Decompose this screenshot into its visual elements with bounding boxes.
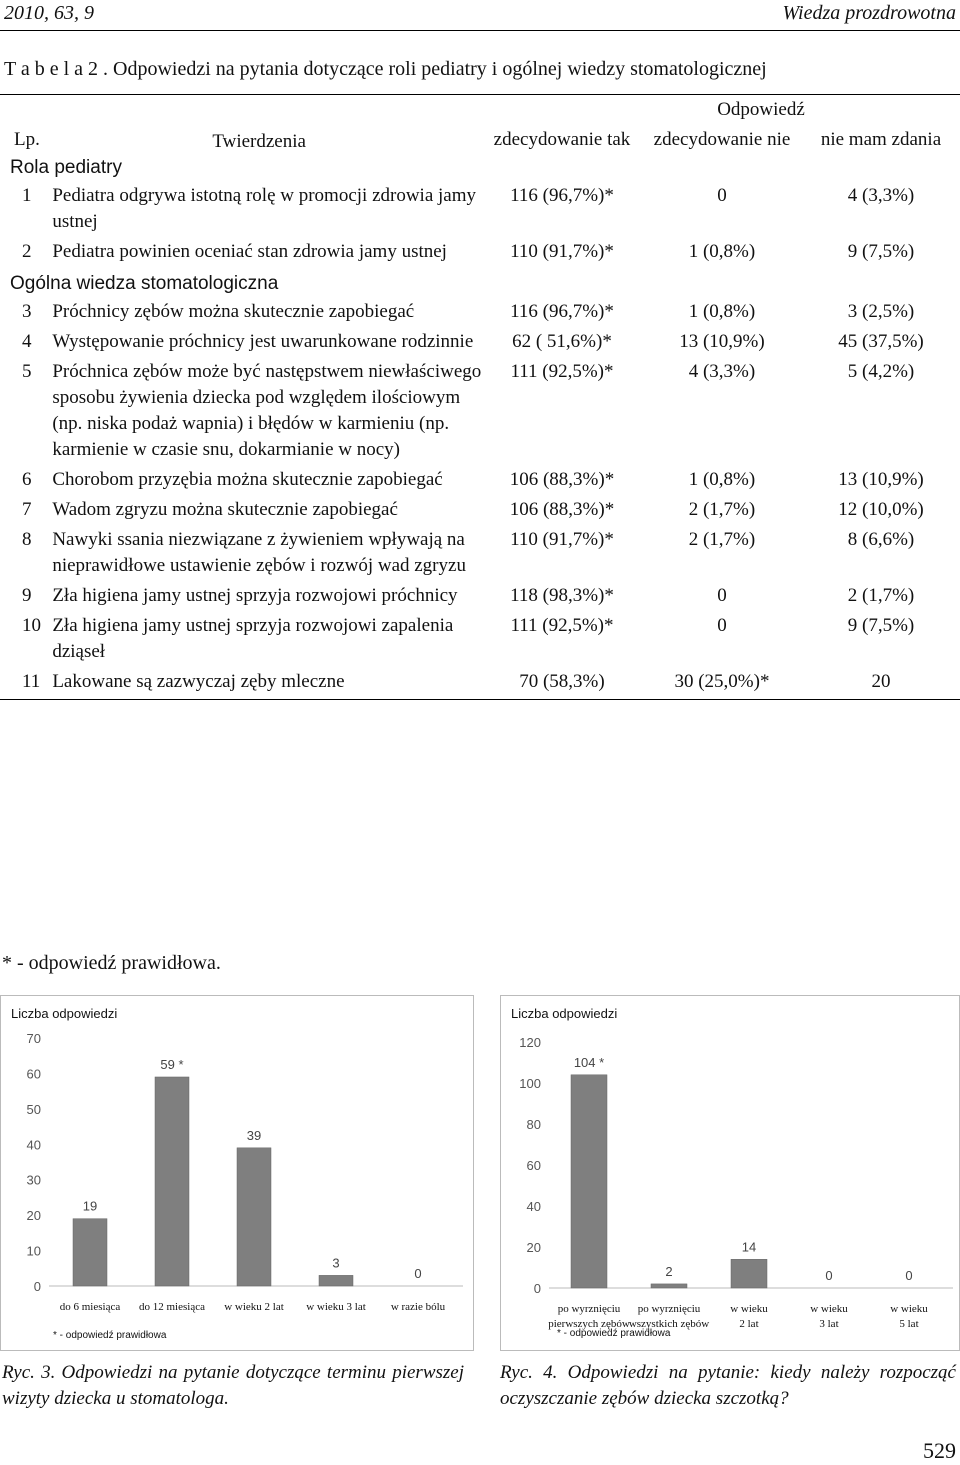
col-yes: zdecydowanie tak (493, 129, 631, 150)
bar-value-label: 39 (246, 1127, 262, 1143)
bar (73, 1219, 107, 1286)
row-answer-yes: 106 (88,3%)* (509, 469, 615, 490)
section-title: Rola pediatry (10, 157, 122, 178)
x-category-label: w wieku 2 lat (224, 1301, 284, 1313)
chart-ylabel: Liczba odpowiedzi (11, 1006, 118, 1021)
row-number: 2 (22, 241, 32, 262)
table-row (0, 613, 960, 669)
row-answer-yes: 70 (58,3%) (482, 669, 642, 700)
row-answer-no: 4 (3,3%) (688, 361, 756, 382)
row-number: 1 (22, 185, 32, 206)
row-answer-yes: 106 (88,3%)* (509, 499, 615, 520)
table-row (0, 467, 960, 497)
row-answer-yes: 111 (92,5%)* (510, 361, 614, 382)
bar-value-label: 0 (905, 1268, 913, 1283)
row-statement: Występowanie próchnicy jest uwarunkowane rodzinnie (52, 331, 474, 352)
table-row (0, 669, 960, 700)
row-number: 9 (22, 585, 32, 606)
bar-value-label: 19 (82, 1198, 98, 1214)
table-row (0, 183, 960, 239)
row-statement: Wadom zgryzu można skutecznie zapobiegać (52, 499, 398, 520)
row-answer-no: 2 (1,7%) (688, 499, 756, 520)
row-statement: Zła higiena jamy ustnej sprzyja rozwojowi próchnicy (52, 585, 458, 606)
running-header-right: Wiedza prozdrowotna (782, 2, 956, 24)
row-answer-none: 8 (6,6%) (847, 529, 915, 550)
row-answer-yes: 116 (96,7%)* (510, 185, 614, 206)
table-caption: T a b e l a 2 . Odpowiedzi na pytania dotyczące roli pediatry i ogólnej wiedzy stomatologicznej (4, 58, 767, 80)
row-answer-yes: 111 (92,5%)* (510, 615, 614, 636)
row-answer-yes: 118 (98,3%)* (510, 585, 614, 606)
running-header-left: 2010, 63, 9 (4, 2, 94, 24)
x-category-label: w wieku (810, 1303, 848, 1315)
x-category-label: w razie bólu (390, 1301, 446, 1313)
x-category-label: w wieku (730, 1303, 768, 1315)
bar-value-label: 0 (825, 1268, 833, 1283)
row-answer-no: 0 (717, 185, 727, 206)
row-statement: Zła higiena jamy ustnej sprzyja rozwojowi zapalenia dziąseł (52, 615, 454, 662)
x-category-label: wszystkich zębów (628, 1318, 710, 1330)
y-tick-label: 80 (526, 1117, 541, 1132)
y-tick-label: 120 (519, 1035, 541, 1050)
x-category-label: do 12 miesiąca (139, 1301, 205, 1313)
row-statement: Pediatra odgrywa istotną rolę w promocji zdrowia jamy ustnej (52, 185, 476, 232)
figure-caption-3: Ryc. 3. Odpowiedzi na pytanie dotyczące terminu pierwszej wizyty dziecka u stomatologa. (2, 1362, 464, 1409)
section-row (0, 269, 960, 299)
y-tick-label: 20 (526, 1240, 541, 1255)
row-answer-none: 5 (4,2%) (847, 361, 915, 382)
chart-note: * - odpowiedź prawidłowa (53, 1330, 167, 1341)
bar-value-label: 3 (332, 1255, 340, 1271)
y-tick-label: 40 (26, 1137, 41, 1153)
bar (319, 1275, 353, 1286)
row-answer-none: 45 (37,5%) (838, 331, 924, 352)
bar-chart-first-visit (1, 996, 473, 1350)
y-tick-label: 0 (533, 1281, 541, 1296)
row-number: 3 (22, 301, 32, 322)
bar-value-label: 59 * (160, 1056, 184, 1072)
results-table (0, 94, 960, 700)
row-number: 6 (22, 469, 32, 490)
bar-value-label: 2 (665, 1263, 673, 1279)
row-answer-yes: 110 (91,7%)* (510, 241, 614, 262)
col-none: nie mam zdania (820, 129, 942, 150)
col-statements: Twierdzenia (52, 95, 482, 156)
row-statement: Chorobom przyzębia można skutecznie zapobiegać (52, 469, 443, 490)
bar (651, 1284, 687, 1288)
col-lp: Lp. (0, 95, 52, 156)
chart-note: * - odpowiedź prawidłowa (557, 1328, 671, 1339)
table-footnote: * - odpowiedź prawidłowa. (2, 952, 221, 974)
table-row (0, 299, 960, 329)
row-answer-none: 4 (3,3%) (847, 185, 915, 206)
x-category-label: w wieku (890, 1303, 928, 1315)
chart-box-1 (0, 995, 474, 1351)
figure-caption-4: Ryc. 4. Odpowiedzi na pytanie: kiedy należy rozpocząć oczyszczanie zębów dziecka szczotką? (500, 1362, 956, 1409)
x-category-label: po wyrznięciu (557, 1303, 621, 1315)
y-tick-label: 10 (26, 1243, 41, 1259)
row-number: 8 (22, 529, 32, 550)
bar-value-label: 104 * (573, 1054, 605, 1070)
row-answer-none: 12 (10,0%) (838, 499, 924, 520)
y-tick-label: 0 (33, 1279, 41, 1294)
table-header-row (0, 95, 960, 156)
row-statement: Próchnica zębów może być następstwem niewłaściwego sposobu żywienia dziecka pod względem ilościowym (np. niska podaż wapnia) i błędów w karmieniu (np. karmienie w czasie snu, dokarmianie w nocy) (52, 361, 482, 460)
row-number: 4 (22, 331, 32, 352)
row-answer-none: 9 (7,5%) (847, 615, 915, 636)
row-statement: Nawyki ssania niezwiązane z żywieniem wpływają na nieprawidłowe ustawienie zębów i rozwój wad zgryzu (52, 529, 466, 576)
bar (571, 1075, 607, 1288)
row-number: 10 (22, 615, 41, 636)
row-answer-no: 1 (0,8%) (688, 241, 756, 262)
table-row (0, 497, 960, 527)
section-title: Ogólna wiedza stomatologiczna (10, 273, 279, 294)
y-tick-label: 70 (26, 1031, 41, 1046)
row-answer-no: 30 (25,0%)* (642, 669, 802, 700)
y-tick-label: 30 (26, 1172, 41, 1188)
x-category-label: po wyrznięciu (637, 1303, 701, 1315)
row-statement: Lakowane są zazwyczaj zęby mleczne (52, 669, 482, 700)
row-statement: Pediatra powinien oceniać stan zdrowia jamy ustnej (52, 241, 447, 262)
row-answer-yes: 116 (96,7%)* (510, 301, 614, 322)
x-category-label: 5 lat (899, 1318, 919, 1330)
header-rule (0, 30, 960, 31)
bar-value-label: 14 (741, 1239, 757, 1255)
row-answer-no: 2 (1,7%) (688, 529, 756, 550)
bar-chart-brushing-start (501, 996, 959, 1350)
bar (731, 1259, 767, 1288)
y-tick-label: 60 (26, 1066, 41, 1082)
table-row (0, 329, 960, 359)
y-tick-label: 20 (26, 1208, 41, 1224)
y-tick-label: 100 (519, 1076, 541, 1091)
row-answer-no: 0 (717, 615, 727, 636)
bar-value-label: 0 (414, 1266, 422, 1281)
row-answer-no: 0 (717, 585, 727, 606)
page-number: 529 (923, 1438, 956, 1463)
x-category-label: w wieku 3 lat (306, 1301, 366, 1313)
chart-box-2 (500, 995, 960, 1351)
table-row (0, 239, 960, 269)
row-answer-none: 9 (7,5%) (847, 241, 915, 262)
row-answer-no: 1 (0,8%) (688, 469, 756, 490)
row-answer-no: 13 (10,9%) (679, 331, 765, 352)
table-row (0, 527, 960, 583)
y-tick-label: 50 (26, 1101, 41, 1117)
row-number: 11 (0, 669, 52, 700)
col-group-header: Odpowiedź (717, 99, 805, 120)
col-no: zdecydowanie nie (653, 129, 791, 150)
x-category-label: do 6 miesiąca (59, 1301, 121, 1313)
row-answer-none: 2 (1,7%) (847, 585, 915, 606)
row-number: 7 (22, 499, 32, 520)
section-row (0, 155, 960, 183)
row-answer-yes: 62 ( 51,6%)* (512, 331, 612, 352)
row-number: 5 (22, 361, 32, 382)
row-answer-yes: 110 (91,7%)* (510, 529, 614, 550)
x-category-label: 2 lat (739, 1318, 759, 1330)
chart-ylabel: Liczba odpowiedzi (511, 1006, 618, 1021)
x-category-label: pierwszych zębów (548, 1318, 630, 1330)
row-answer-no: 1 (0,8%) (688, 301, 756, 322)
bar (155, 1077, 189, 1286)
bar (237, 1148, 271, 1286)
row-answer-none: 3 (2,5%) (847, 301, 915, 322)
y-tick-label: 60 (526, 1158, 541, 1173)
row-answer-none: 20 (802, 669, 960, 700)
x-category-label: 3 lat (819, 1318, 839, 1330)
table-row (0, 583, 960, 613)
y-tick-label: 40 (526, 1199, 541, 1214)
row-statement: Próchnicy zębów można skutecznie zapobiegać (52, 301, 415, 322)
row-answer-none: 13 (10,9%) (838, 469, 924, 490)
table-row (0, 359, 960, 467)
